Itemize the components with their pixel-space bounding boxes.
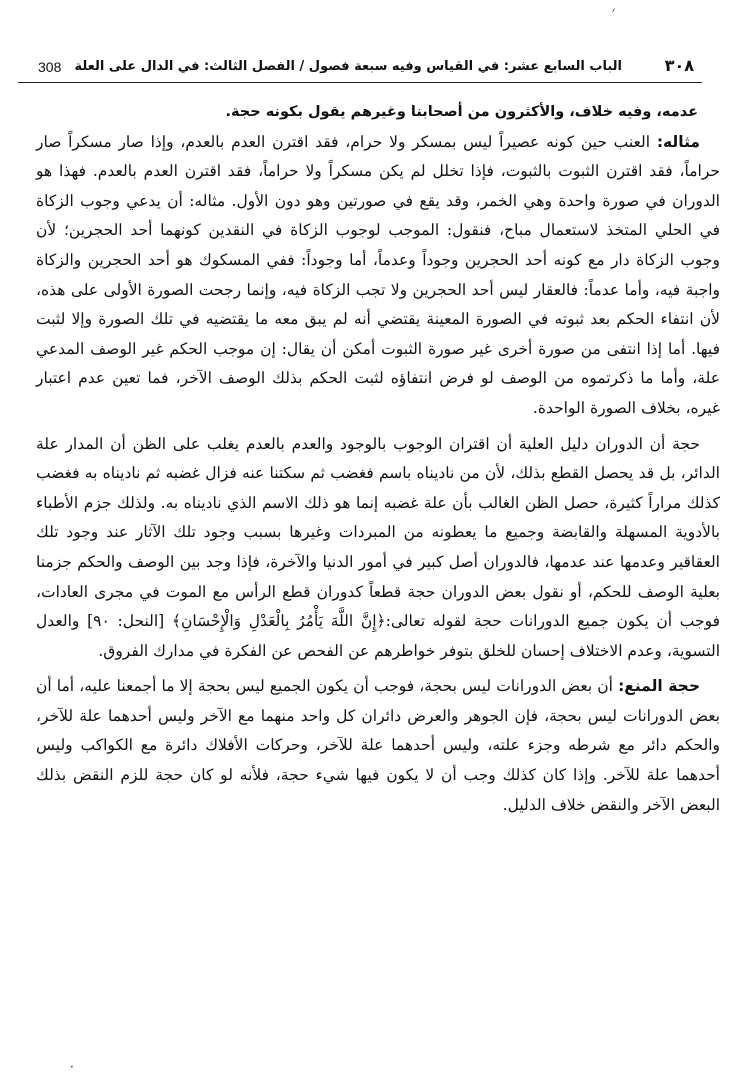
proof-text: حجة أن الدوران دليل العلية أن اقتران الوجوب بالوجود والعدم بالعدم يغلب على الظن أن المدار علة الدائر، بل قد يحصل القطع بذلك، لأن من ناديناه باسم فغضب ثم سكتنا عنه فزال غضبه ثم ناديناه به فغضب كذلك مراراً كثيرة، حصل الظن الغالب بأن علة غضبه إنما هو ذلك الاسم الذي ناديناه به. ولذلك جزم الأطباء بالأدوية المسهلة والقابضة وجميع ما يعطونه من المبردات وغيرها بسبب وجود تلك الآثار عند وجود تلك العقاقير وعدمها عند عدمها، فالدوران أصل كبير في أمور الدنيا والآخرة، فإذا وجد بين الوصف والحكم جزمنا بعلية الوصف للحكم، أو نقول بعض الدوران حجة قطعاً كدوران قطع الرأس مع الموت في مجرى العادات، فوجب أن يكون جميع الدورانات حجة لقوله تعالى: [36, 434, 720, 631]
quran-verse: ﴿إِنَّ اللَّهَ يَأْمُرُ بِالْعَدْلِ وَالْإِحْسَانِ﴾ [171, 612, 386, 631]
paragraph-example [36, 128, 720, 424]
header-rule [18, 82, 702, 83]
header-title: الباب السابع عشر: في القياس وفيه سبعة فصول / الفصل الثالث: في الدال على العلة [74, 59, 622, 74]
page-number-arabic: ٣٠٨ [664, 56, 694, 75]
objection-text: أن بعض الدورانات ليس بحجة، فوجب أن يكون الجميع ليس بحجة إلا ما أجمعنا عليه، أما أن بعض الدورانات ليس بحجة، فإن الجوهر والعرض دائران كل واحد منهما مع الآخر وليس أحدهما علة للآخر، والحكم دائر مع شرطه وجزء علته، وليس أحدهما علة للآخر، وحركات الأفلاك دائرة مع الكواكب وليس أحدهما علة للآخر. وإذا كان كذلك وجب أن لا يكون فيها شيء حجة، فلأنه لو كان حجة للزم النقض بذلك البعض الآخر والنقض خلاف الدليل. [36, 677, 720, 814]
bottom-mark: · [70, 1060, 74, 1074]
quran-reference: [النحل: ٩٠] [87, 612, 172, 631]
example-lead: مثاله: [656, 132, 700, 151]
paragraph-objection [36, 672, 720, 820]
page-body [36, 98, 720, 820]
example-text: العنب حين كونه عصيراً ليس بمسكر ولا حرام، فقد اقترن العدم بالعدم، وإذا صار مسكراً صار حراماً، فقد اقترن الثبوت بالثبوت، فإذا تخلل لم يكن مسكراً ولا حراماً، فقد اقترن العدم بالعدم. فهذا هو الدوران في صورة واحدة وهي الخمر، وقد يقع في صورتين وهو دون الأول. مثاله: أن يدعي وجوب الزكاة في الحلي المتخذ لاستعمال مباح، فنقول: الموجب لوجوب الزكاة في النقدين كونهما أحد الحجرين؛ لأن وجوب الزكاة دار مع كونه أحد الحجرين وجوداً وعدماً، أما وجوداً: ففي المسكوك هو أحد الحجرين والزكاة واجبة فيه، وأما عدماً: فالعقار ليس أحد الحجرين ولا تجب الزكاة فيه، وإنما رجحت الصورة الأولى على هذه، لأن انتفاء الحكم بعد ثبوته في الصورة المعينة يقتضي أنه لم يبق معه ما يقتضيه في تلك الصورة وإلا لثبت فيها. أما إذا انتفى من صورة أخرى غير صورة الثبوت أمكن أن يقال: إن موجب الحكم غير الوصف المدعي علة، وأما ما ذكرتموه من الوصف لو فرض انتفاؤه لثبت الحكم بذلك الوصف الآخر، فما تعين عدم اعتبار غيره، بخلاف الصورة الواحدة. [36, 132, 720, 417]
page-number-latin: 308 [38, 59, 62, 75]
first-line: عدمه، وفيه خلاف، والأكثرون من أصحابنا وغيرهم يقول بكونه حجة. [225, 104, 698, 120]
top-mark: ׳ [612, 4, 616, 20]
paragraph-proof [36, 430, 720, 667]
objection-lead: حجة المنع: [618, 677, 701, 696]
proof-tail: والعدل التسوية، وعدم الاختلاف إحسان للخلق بتوفر خواطرهم عن الفحص عن الفكرة في مدارك الفروق. [36, 612, 720, 660]
